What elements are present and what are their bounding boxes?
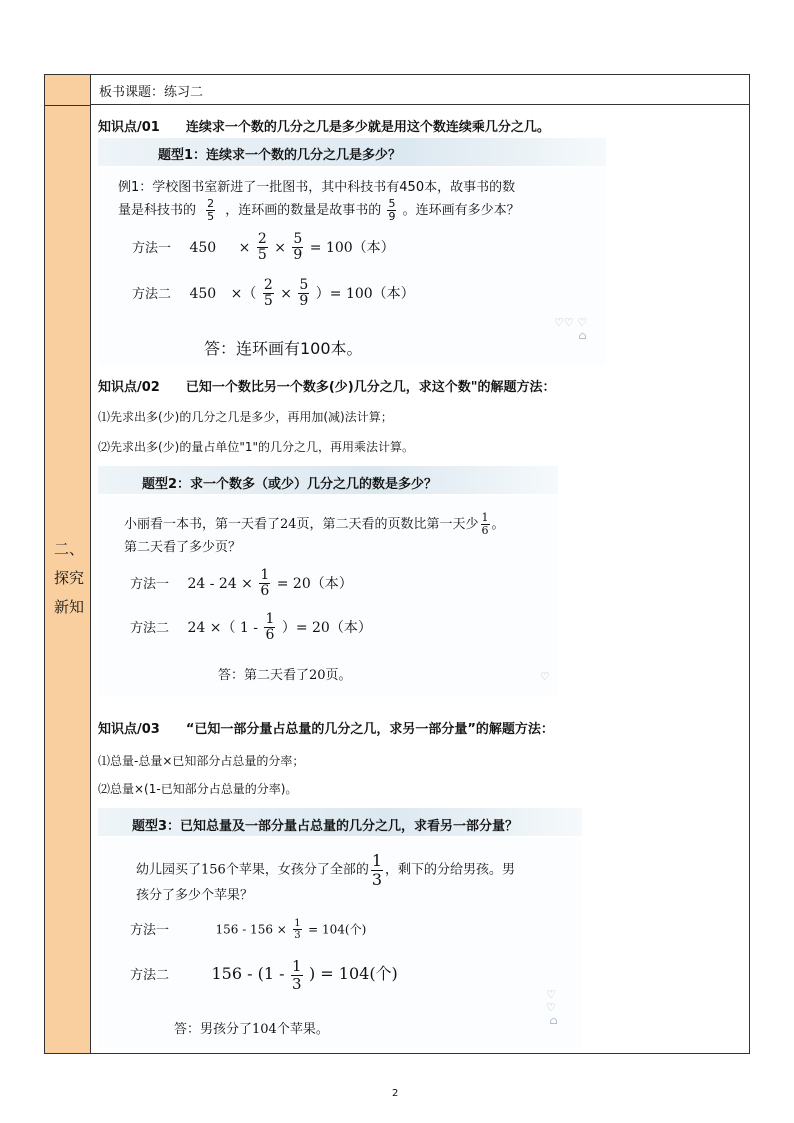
example1-text: 量是科技书的 — [118, 203, 197, 219]
example1-line1: 例1：学校图书室新进了一批图书，其中科技书有450本，故事书的数 — [118, 180, 516, 195]
type3-banner — [98, 808, 582, 836]
example1-text: ，连环画的数量是故事书的 — [225, 203, 382, 219]
type1-banner — [98, 138, 606, 166]
example3-question-line2: 孩分了多少个苹果？ — [136, 888, 254, 903]
section-title-line: 二、 — [53, 540, 84, 558]
kp3-label: 知识点/03 — [98, 722, 160, 737]
example3-method1: 方法一 156 - 156 × $\frac{1}{3}$ = 104(个) — [130, 918, 367, 941]
example3-answer: 答：男孩分了104个苹果。 — [174, 1022, 329, 1037]
example1-line2 — [118, 198, 520, 223]
kp2-rule-1: ⑴先求出多(少)的几分之几是多少，再用加(减)法计算； — [98, 410, 393, 424]
kp2-rule-2: ⑵先求出多(少)的量占单位"1"的几分之几，再用乘法计算。 — [98, 440, 415, 454]
example3-method2: 方法二 156 - (1 - $\frac{1}{3}$ ) = 104(个) — [130, 957, 398, 993]
heart-doodle-icon: ♡♡ ♡ ⌂ — [554, 316, 588, 342]
heart-doodle-icon: ♡ ♡ ⌂ — [546, 988, 558, 1027]
example1-method1: 方法一 450 × $\frac{2}{5}$ × $\frac{5}{9}$ = 100（本） — [132, 231, 395, 264]
knowledge-point-3 — [98, 718, 554, 737]
heart-doodle-icon: ♡ — [540, 670, 550, 683]
kp2-label: 知识点/02 — [98, 380, 160, 395]
example1-method2: 方法二 450 ×（ $\frac{2}{5}$ × $\frac{5}{9}$ ）= 100（本） — [132, 277, 415, 310]
fraction-5-9: $\frac{5}{9}$ — [293, 231, 303, 264]
kp3-title: “已知一部分量占总量的几分之几，求另一部分量”的解题方法： — [185, 722, 554, 737]
example3-box — [98, 838, 582, 1048]
section-title-line: 新知 — [53, 598, 84, 616]
section-title — [49, 535, 89, 622]
kp1-label: 知识点/01 — [98, 120, 160, 135]
example2-answer: 答：第二天看了20页。 — [218, 668, 352, 683]
example2-method1: 方法一 24 - 24 × $\frac{1}{6}$ = 20（本） — [130, 567, 353, 600]
example1-answer: 答：连环画有100本。 — [204, 339, 363, 358]
fraction-1-6: $\frac{1}{6}$ — [260, 567, 270, 600]
fraction-1-3: $\frac{1}{3}$ — [294, 918, 301, 941]
topic-row — [91, 75, 749, 105]
page-number: 2 — [392, 1088, 399, 1099]
fraction-5-9: $\frac{5}{9}$ — [388, 197, 396, 224]
fraction-1-3: $\frac{1}{3}$ — [291, 957, 302, 993]
fraction-1-3: $\frac{1}{3}$ — [371, 851, 383, 889]
example1-box — [98, 168, 606, 364]
fraction-2-5: $\frac{2}{5}$ — [257, 231, 267, 264]
fraction-1-6: $\frac{1}{6}$ — [265, 611, 275, 644]
knowledge-point-1 — [98, 116, 550, 135]
type2-banner — [98, 466, 558, 494]
example2-question-line1: 小丽看一本书，第一天看了24页，第二天看的页数比第一天少 $\frac{1}{6}$ 。 — [124, 511, 505, 538]
knowledge-point-2 — [98, 376, 556, 395]
type3-title: 题型3：已知总量及一部分量占总量的几分之几，求看另一部分量？ — [132, 819, 519, 834]
kp1-title: 连续求一个数的几分之几是多少就是用这个数连续乘几分之几。 — [185, 120, 550, 135]
row-divider — [45, 105, 90, 106]
example3-question-line1: 幼儿园买了156个苹果，女孩分了全部的 $\frac{1}{3}$ ，剩下的分给男孩。男 — [136, 851, 516, 889]
fraction-2-5: $\frac{2}{5}$ — [263, 277, 273, 310]
example1-text: 。连环画有多少本？ — [402, 203, 520, 219]
type1-title: 题型1：连续求一个数的几分之几是多少？ — [158, 148, 402, 163]
kp3-rule-2: ⑵总量×(1-已知部分占总量的分率)。 — [98, 782, 298, 796]
fraction-5-9: $\frac{5}{9}$ — [299, 277, 309, 310]
example2-box — [98, 496, 558, 696]
section-column — [45, 75, 91, 1053]
fraction-2-5: $\frac{2}{5}$ — [207, 197, 215, 224]
kp2-title: 已知一个数比另一个数多(少)几分之几，求这个数"的解题方法： — [185, 380, 556, 395]
type2-title: 题型2：求一个数多（或少）几分之几的数是多少？ — [142, 477, 438, 492]
example2-method2: 方法二 24 ×（ 1 - $\frac{1}{6}$ ）= 20（本） — [130, 611, 372, 644]
example2-question-line2: 第二天看了多少页？ — [124, 540, 242, 555]
fraction-1-6: $\frac{1}{6}$ — [481, 511, 489, 538]
lesson-topic: 板书课题：练习二 — [99, 85, 204, 100]
kp3-rule-1: ⑴总量-总量×已知部分占总量的分率； — [98, 754, 305, 768]
section-title-line: 探究 — [53, 569, 84, 587]
